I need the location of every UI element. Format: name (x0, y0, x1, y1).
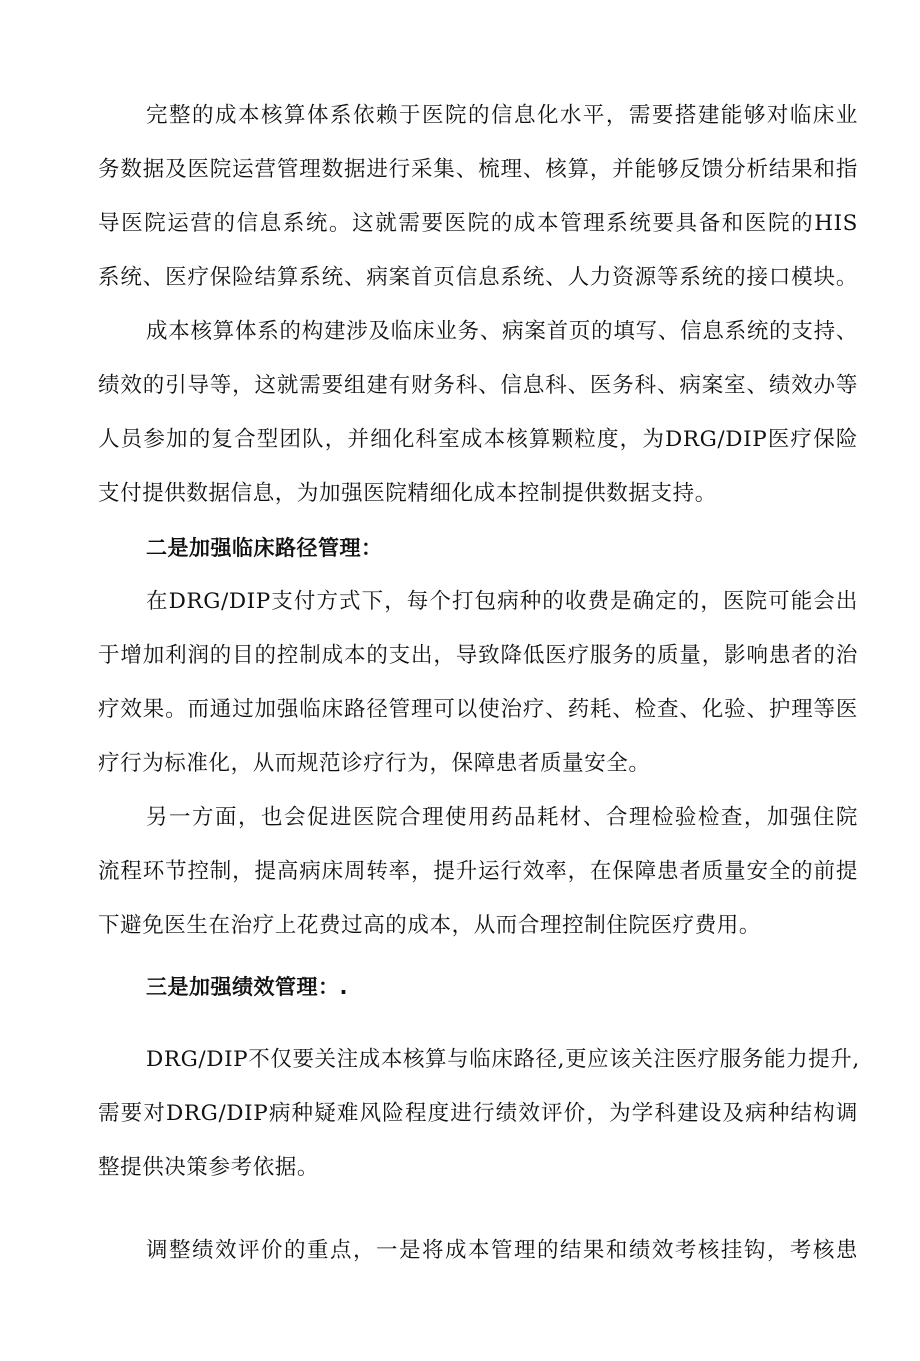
paragraph-3-line-2: 于增加利润的目的控制成本的支出，导致降低医疗服务的质量，影响患者的治 (98, 643, 858, 668)
paragraph-2-line-2: 绩效的引导等，这就需要组建有财务科、信息科、医务科、病案室、绩效办等 (98, 373, 858, 398)
paragraph-5-line-3: 整提供决策参考依据。 (98, 1155, 320, 1180)
paragraph-3-line-4: 疗行为标准化，从而规范诊疗行为，保障患者质量安全。 (98, 751, 651, 776)
paragraph-1-line-1: 完整的成本核算体系依赖于医院的信息化水平，需要搭建能够对临床业 (146, 103, 858, 128)
paragraph-1-line-3: 导医院运营的信息系统。这就需要医院的成本管理系统要具备和医院的HIS (98, 211, 858, 236)
paragraph-6-line-1: 调整绩效评价的重点，一是将成本管理的结果和绩效考核挂钩，考核患 (146, 1238, 858, 1263)
paragraph-1-line-2: 务数据及医院运营管理数据进行采集、梳理、核算，并能够反馈分析结果和指 (98, 157, 858, 182)
paragraph-4-line-3: 下避免医生在治疗上花费过高的成本，从而合理控制住院医疗费用。 (98, 913, 762, 938)
paragraph-3-line-1: 在DRG/DIP支付方式下，每个打包病种的收费是确定的，医院可能会出 (146, 589, 858, 614)
section-heading-clinical-pathway: 二是加强临床路径管理： (146, 536, 383, 560)
paragraph-1-line-4: 系统、医疗保险结算系统、病案首页信息系统、人力资源等系统的接口模块。 (98, 265, 858, 290)
paragraph-4-line-1: 另一方面，也会促进医院合理使用药品耗材、合理检验检查，加强住院 (146, 805, 858, 830)
paragraph-2-line-3: 人员参加的复合型团队，并细化科室成本核算颗粒度，为DRG/DIP医疗保险 (98, 427, 858, 452)
section-heading-performance: 三是加强绩效管理：. (146, 975, 348, 999)
paragraph-5-line-2: 需要对DRG/DIP病种疑难风险程度进行绩效评价，为学科建设及病种结构调 (98, 1101, 858, 1126)
paragraph-5-line-1: DRG/DIP不仅要关注成本核算与临床路径,更应该关注医疗服务能力提升, (146, 1047, 860, 1072)
paragraph-3-line-3: 疗效果。而通过加强临床路径管理可以使治疗、药耗、检查、化验、护理等医 (98, 697, 858, 722)
paragraph-2-line-1: 成本核算体系的构建涉及临床业务、病案首页的填写、信息系统的支持、 (146, 319, 858, 344)
paragraph-4-line-2: 流程环节控制，提高病床周转率，提升运行效率，在保障患者质量安全的前提 (98, 859, 858, 884)
paragraph-2-line-4: 支付提供数据信息，为加强医院精细化成本控制提供数据支持。 (98, 481, 717, 506)
